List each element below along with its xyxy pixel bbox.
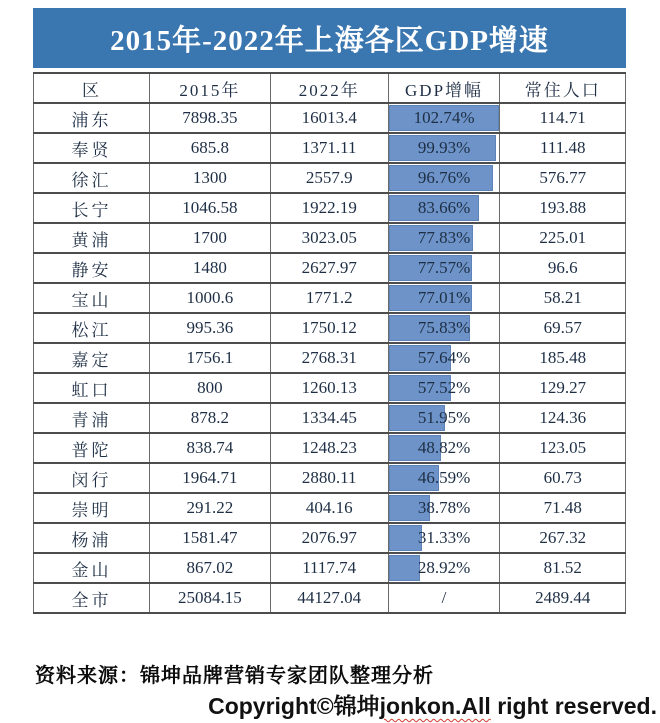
cell-population: 576.77 <box>500 163 626 193</box>
cell-gdp-growth <box>388 283 500 313</box>
cell-gdp-2015: 1046.58 <box>150 193 271 223</box>
table-row <box>34 493 626 523</box>
cell-district: 宝山 <box>34 283 150 313</box>
growth-data-bar <box>389 555 420 581</box>
cell-gdp-2022: 1922.19 <box>270 193 388 223</box>
cell-gdp-2022: 404.16 <box>270 493 388 523</box>
table-row <box>34 283 626 313</box>
cell-population: 185.48 <box>500 343 626 373</box>
table-row <box>34 583 626 613</box>
cell-district: 松江 <box>34 313 150 343</box>
table-row <box>34 193 626 223</box>
growth-value: 75.83% <box>417 318 471 337</box>
cell-district: 崇明 <box>34 493 150 523</box>
cell-gdp-2015: 878.2 <box>150 403 271 433</box>
cell-gdp-2015: 1581.47 <box>150 523 271 553</box>
cell-gdp-2015: 800 <box>150 373 271 403</box>
growth-value: 77.83% <box>417 228 471 247</box>
table-row <box>34 223 626 253</box>
cell-district: 金山 <box>34 553 150 583</box>
cell-gdp-growth <box>388 103 500 133</box>
growth-value: 83.66% <box>417 198 471 217</box>
growth-value: 46.59% <box>417 468 471 487</box>
cell-population: 123.05 <box>500 433 626 463</box>
cell-gdp-2022: 3023.05 <box>270 223 388 253</box>
cell-population: 111.48 <box>500 133 626 163</box>
growth-value: 77.57% <box>417 258 471 277</box>
cell-gdp-growth <box>388 403 500 433</box>
copyright-notice <box>208 688 657 721</box>
cell-gdp-growth <box>388 193 500 223</box>
growth-value: / <box>441 588 447 607</box>
cell-district: 黄浦 <box>34 223 150 253</box>
cell-gdp-2022: 1260.13 <box>270 373 388 403</box>
growth-value: 102.74% <box>413 108 475 127</box>
cell-gdp-growth <box>388 343 500 373</box>
col-header-2015: 2015年 <box>150 73 271 103</box>
table-title: 2015年-2022年上海各区GDP增速 <box>110 24 549 57</box>
growth-value: 38.78% <box>417 498 471 517</box>
cell-gdp-growth <box>388 523 500 553</box>
cell-gdp-2015: 7898.35 <box>150 103 271 133</box>
cell-population: 129.27 <box>500 373 626 403</box>
cell-district: 全市 <box>34 583 150 613</box>
cell-gdp-growth <box>388 313 500 343</box>
cell-gdp-growth <box>388 223 500 253</box>
growth-value: 57.64% <box>417 348 471 367</box>
cell-district: 浦东 <box>34 103 150 133</box>
gdp-growth-table <box>33 72 626 614</box>
cell-gdp-2015: 1756.1 <box>150 343 271 373</box>
table-row <box>34 163 626 193</box>
cell-gdp-growth <box>388 493 500 523</box>
cell-population: 2489.44 <box>500 583 626 613</box>
cell-district: 虹口 <box>34 373 150 403</box>
table-row <box>34 463 626 493</box>
cell-population: 81.52 <box>500 553 626 583</box>
col-header-district: 区 <box>34 73 150 103</box>
table-body <box>34 103 626 613</box>
cell-gdp-2022: 2557.9 <box>270 163 388 193</box>
table-title-banner <box>33 8 626 68</box>
col-header-population: 常住人口 <box>500 73 626 103</box>
table-row <box>34 553 626 583</box>
cell-district: 普陀 <box>34 433 150 463</box>
table-row <box>34 403 626 433</box>
cell-population: 124.36 <box>500 403 626 433</box>
growth-value: 57.52% <box>417 378 471 397</box>
cell-gdp-2015: 1964.71 <box>150 463 271 493</box>
cell-population: 58.21 <box>500 283 626 313</box>
cell-gdp-2015: 867.02 <box>150 553 271 583</box>
cell-gdp-2022: 1371.11 <box>270 133 388 163</box>
growth-value: 77.01% <box>417 288 471 307</box>
cell-gdp-2022: 44127.04 <box>270 583 388 613</box>
table-row <box>34 343 626 373</box>
cell-gdp-growth <box>388 583 500 613</box>
cell-district: 奉贤 <box>34 133 150 163</box>
copyright-prefix: Copyright©锦坤 <box>208 693 380 719</box>
cell-population: 71.48 <box>500 493 626 523</box>
cell-population: 225.01 <box>500 223 626 253</box>
copyright-suffix: right reserved. <box>490 693 657 719</box>
cell-gdp-growth <box>388 553 500 583</box>
cell-gdp-2022: 1334.45 <box>270 403 388 433</box>
cell-gdp-2015: 838.74 <box>150 433 271 463</box>
cell-gdp-2015: 685.8 <box>150 133 271 163</box>
header-row <box>34 73 626 103</box>
cell-gdp-2022: 1248.23 <box>270 433 388 463</box>
growth-value: 31.33% <box>417 528 471 547</box>
cell-gdp-2022: 1117.74 <box>270 553 388 583</box>
growth-value: 96.76% <box>417 168 471 187</box>
cell-district: 静安 <box>34 253 150 283</box>
col-header-2022: 2022年 <box>270 73 388 103</box>
cell-gdp-2015: 1700 <box>150 223 271 253</box>
cell-gdp-2022: 1750.12 <box>270 313 388 343</box>
cell-gdp-2022: 2880.11 <box>270 463 388 493</box>
cell-population: 114.71 <box>500 103 626 133</box>
table-row <box>34 433 626 463</box>
cell-gdp-growth <box>388 373 500 403</box>
data-source-note: 资料来源：锦坤品牌营销专家团队整理分析 <box>35 665 434 687</box>
cell-gdp-2022: 1771.2 <box>270 283 388 313</box>
cell-population: 69.57 <box>500 313 626 343</box>
table-row <box>34 373 626 403</box>
cell-gdp-2015: 1480 <box>150 253 271 283</box>
cell-gdp-growth <box>388 433 500 463</box>
growth-value: 28.92% <box>417 558 471 577</box>
cell-district: 嘉定 <box>34 343 150 373</box>
cell-gdp-growth <box>388 163 500 193</box>
cell-population: 60.73 <box>500 463 626 493</box>
cell-gdp-2022: 2768.31 <box>270 343 388 373</box>
table-row <box>34 103 626 133</box>
cell-district: 闵行 <box>34 463 150 493</box>
cell-population: 267.32 <box>500 523 626 553</box>
cell-gdp-2015: 291.22 <box>150 493 271 523</box>
cell-gdp-2015: 25084.15 <box>150 583 271 613</box>
table-row <box>34 133 626 163</box>
cell-gdp-2015: 995.36 <box>150 313 271 343</box>
col-header-growth: GDP增幅 <box>388 73 500 103</box>
table-row <box>34 253 626 283</box>
cell-district: 杨浦 <box>34 523 150 553</box>
cell-population: 96.6 <box>500 253 626 283</box>
cell-gdp-2015: 1000.6 <box>150 283 271 313</box>
table-row <box>34 313 626 343</box>
table-row <box>34 523 626 553</box>
table-header <box>34 73 626 103</box>
cell-gdp-growth <box>388 463 500 493</box>
cell-district: 青浦 <box>34 403 150 433</box>
growth-value: 48.82% <box>417 438 471 457</box>
cell-gdp-2022: 16013.4 <box>270 103 388 133</box>
growth-value: 51.95% <box>417 408 471 427</box>
cell-population: 193.88 <box>500 193 626 223</box>
cell-gdp-2022: 2076.97 <box>270 523 388 553</box>
cell-district: 长宁 <box>34 193 150 223</box>
growth-value: 99.93% <box>417 138 471 157</box>
cell-gdp-growth <box>388 133 500 163</box>
copyright-spellcheck-underline: jonkon.All <box>379 693 491 719</box>
cell-district: 徐汇 <box>34 163 150 193</box>
cell-gdp-2022: 2627.97 <box>270 253 388 283</box>
cell-gdp-growth <box>388 253 500 283</box>
cell-gdp-2015: 1300 <box>150 163 271 193</box>
